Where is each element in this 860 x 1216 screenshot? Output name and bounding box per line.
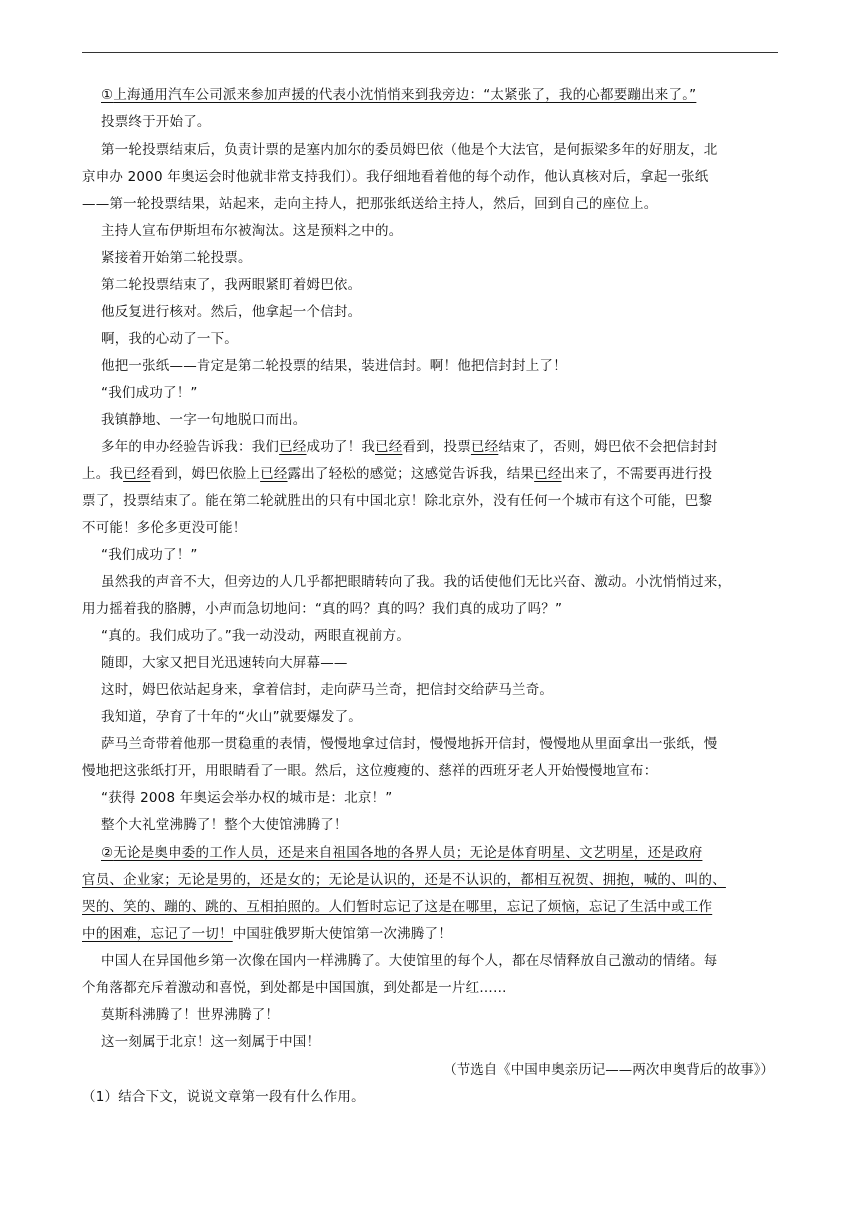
text-line: 我镇静地、一字一句地脱口而出。 — [101, 412, 307, 428]
text-line: 中国人在异国他乡第一次像在国内一样沸腾了。大使馆里的每个人，都在尽情释放自己激动的情绪。每 — [101, 953, 718, 969]
text-line: 京申办 2000 年奥运会时他就非常支持我们）。我仔细地看着他的每个动作，他认真核对后，拿起一张纸 — [82, 169, 709, 185]
text-line: 萨马兰奇带着他那一贯稳重的表情，慢慢地拿过信封，慢慢地拆开信封，慢慢地从里面拿出一张纸，慢 — [101, 736, 718, 752]
text-line: 主持人宣布伊斯坦布尔被淘汰。这是预料之中的。 — [101, 223, 403, 239]
text-line: 虽然我的声音不大，但旁边的人几乎都把眼睛转向了我。我的话使他们无比兴奋、激动。小沈悄悄过来， — [101, 574, 732, 590]
underlined-word: 已经 — [260, 466, 288, 482]
text-line: 票了，投票结束了。能在第二轮就胜出的只有中国北京！除北京外，没有任何一个城市有这个可能，巴黎 — [82, 493, 713, 509]
text-line: 多年的申办经验告诉我：我们已经成功了！我已经看到，投票已经结束了，否则，姆巴依不会把信封封 — [101, 439, 718, 455]
text-line: 个角落都充斥着激动和喜悦，到处都是中国国旗，到处都是一片红…… — [82, 980, 507, 996]
text-line: 投票终于开始了。 — [101, 114, 211, 130]
text-line: 这一刻属于北京！这一刻属于中国！ — [101, 1034, 321, 1050]
text-line: 我知道，孕育了十年的“火山”就要爆发了。 — [101, 709, 362, 725]
text-line: 随即，大家又把目光迅速转向大屏幕—— — [101, 655, 348, 671]
paragraph-2-underlined: ②无论是奥申委的工作人员，还是来自祖国各地的各界人员；无论是体育明星、文艺明星，还是政府 — [101, 845, 703, 861]
header-rule — [82, 52, 778, 53]
paragraph-marker-2: ② — [101, 845, 114, 861]
paragraph-2-line: 官员、企业家；无论是男的，还是女的；无论是认识的，还是不认识的，都相互祝贺、拥抱，喊的、叫的、 — [82, 872, 726, 888]
text-line: 上。我已经看到，姆巴依脸上已经露出了轻松的感觉；这感觉告诉我，结果已经出来了，不需要再进行投 — [82, 466, 713, 482]
paragraph-2-line: 中的困难，忘记了一切！中国驻俄罗斯大使馆第一次沸腾了！ — [82, 926, 452, 942]
question-1: （1）结合下文，说说文章第一段有什么作用。 — [82, 1089, 365, 1105]
text-line: 不可能！多伦多更没可能！ — [82, 520, 247, 536]
underlined-word: 已经 — [534, 466, 562, 482]
text-line: “获得 2008 年奥运会举办权的城市是：北京！” — [101, 790, 393, 806]
text-line: “我们成功了！” — [101, 547, 198, 563]
text-line: 啊，我的心动了一下。 — [101, 331, 238, 347]
underlined-word: 已经 — [470, 439, 499, 455]
paragraph-2 — [101, 842, 778, 864]
underlined-word: 已经 — [375, 439, 403, 455]
text-line: 他把一张纸——肯定是第二轮投票的结果，装进信封。啊！他把信封封上了！ — [101, 358, 567, 374]
text-line: 莫斯科沸腾了！世界沸腾了！ — [101, 1007, 280, 1023]
text-line: 慢地把这张纸打开，用眼睛看了一眼。然后，这位瘦瘦的、慈祥的西班牙老人开始慢慢地宣布： — [82, 763, 658, 779]
text-line: 整个大礼堂沸腾了！整个大使馆沸腾了！ — [101, 817, 348, 833]
underlined-word: 已经 — [123, 466, 151, 482]
underlined-word: 已经 — [279, 439, 307, 455]
paragraph-2-line: 哭的、笑的、蹦的、跳的、互相拍照的。人们暂时忘记了这是在哪里，忘记了烦恼，忘记了生活中或工作 — [82, 899, 713, 915]
text-line: 这时，姆巴依站起身来，拿着信封，走向萨马兰奇，把信封交给萨马兰奇。 — [101, 682, 554, 698]
text-line: “我们成功了！” — [101, 385, 198, 401]
text-line: 他反复进行核对。然后，他拿起一个信封。 — [101, 304, 362, 320]
paragraph-1-underlined: ①上海通用汽车公司派来参加声援的代表小沈悄悄来到我旁边：“太紧张了，我的心都要蹦出来了。” — [101, 87, 697, 103]
text-line: 第一轮投票结束后，负责计票的是塞内加尔的委员姆巴依（他是个大法官，是何振梁多年的好朋友，北 — [101, 142, 718, 158]
text-line: 紧接着开始第二轮投票。 — [101, 250, 252, 266]
text-line: 用力摇着我的胳膊，小声而急切地问：“真的吗？真的吗？我们真的成功了吗？” — [82, 601, 563, 617]
paragraph-1 — [101, 84, 778, 106]
source-citation: （节选自《中国申奥亲历记——两次申奥背后的故事》） — [443, 1062, 774, 1078]
paragraph-marker-1: ① — [101, 87, 114, 103]
text-line: 第二轮投票结束了，我两眼紧盯着姆巴依。 — [101, 277, 362, 293]
text-line: “真的。我们成功了。”我一动没动，两眼直视前方。 — [101, 628, 411, 644]
text-line: ——第一轮投票结果，站起来，走向主持人，把那张纸送给主持人，然后，回到自己的座位上。 — [82, 196, 658, 212]
